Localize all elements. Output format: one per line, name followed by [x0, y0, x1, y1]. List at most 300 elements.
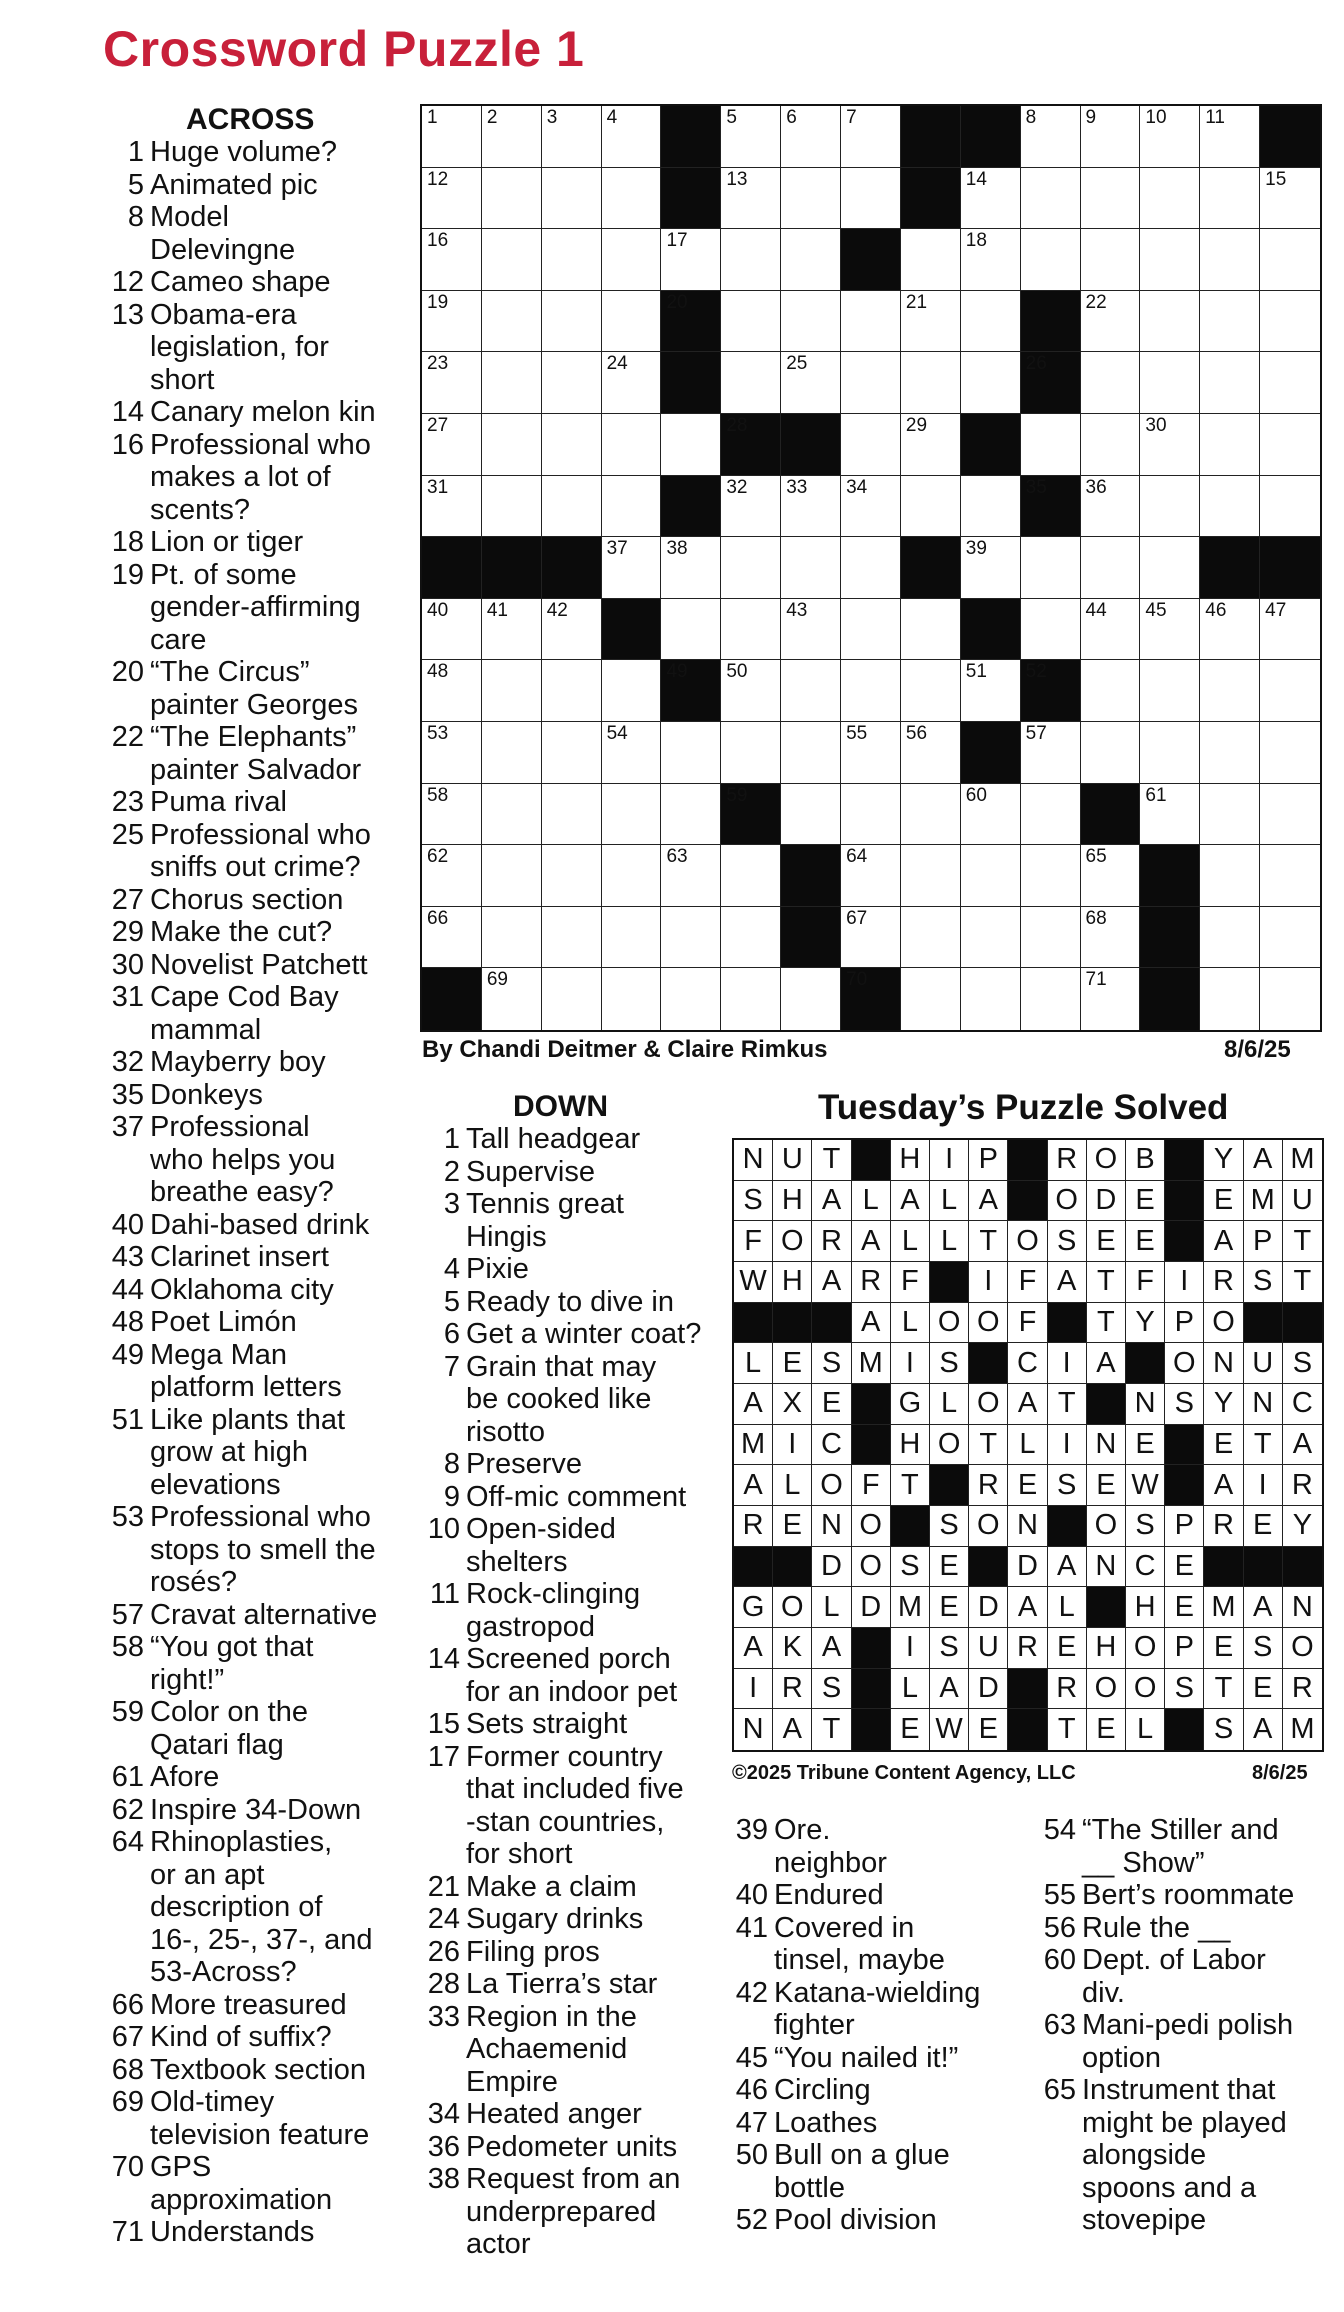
solution-letter: S	[1048, 1465, 1087, 1506]
cell-number: 46	[1205, 599, 1227, 621]
clue-number: 65	[1043, 2074, 1076, 2106]
crossword-grid[interactable]	[420, 104, 1322, 1032]
grid-cell[interactable]	[841, 537, 901, 599]
grid-cell[interactable]	[901, 968, 961, 1030]
grid-cell[interactable]	[841, 722, 901, 784]
grid-cell[interactable]	[721, 476, 781, 538]
grid-cell[interactable]	[781, 968, 841, 1030]
grid-cell[interactable]	[1081, 229, 1141, 291]
grid-cell[interactable]	[1081, 907, 1141, 969]
grid-cell[interactable]	[422, 722, 482, 784]
solution-letter: E	[1204, 1425, 1243, 1466]
grid-cell[interactable]	[901, 845, 961, 907]
grid-cell[interactable]	[661, 968, 721, 1030]
grid-cell[interactable]	[781, 784, 841, 846]
grid-cell[interactable]	[1081, 168, 1141, 230]
grid-cell[interactable]	[1260, 845, 1320, 907]
grid-cell[interactable]	[781, 476, 841, 538]
grid-cell[interactable]	[661, 414, 721, 476]
grid-cell[interactable]	[482, 168, 542, 230]
grid-cell[interactable]	[901, 229, 961, 291]
grid-cell[interactable]	[602, 229, 662, 291]
grid-cell[interactable]	[542, 414, 602, 476]
clue-text-line: gastropod	[466, 1610, 595, 1643]
solution-letter: H	[1087, 1628, 1126, 1669]
cell-number: 24	[606, 353, 628, 375]
grid-cell[interactable]	[661, 784, 721, 846]
grid-cell[interactable]	[422, 106, 482, 168]
solution-letter: T	[1244, 1425, 1283, 1466]
cell-number: 7	[846, 107, 857, 128]
grid-cell[interactable]	[422, 476, 482, 538]
across-header: ACROSS	[186, 103, 315, 136]
grid-cell[interactable]	[841, 845, 901, 907]
clue-text-line: Heated anger	[466, 2098, 642, 2130]
grid-cell[interactable]	[542, 291, 602, 353]
grid-cell[interactable]	[961, 352, 1021, 414]
grid-cell[interactable]	[1081, 537, 1141, 599]
grid-cell[interactable]	[422, 784, 482, 846]
grid-cell[interactable]	[1021, 106, 1081, 168]
clue-item	[106, 1761, 406, 1794]
grid-cell[interactable]	[901, 722, 961, 784]
grid-cell[interactable]	[542, 106, 602, 168]
grid-cell[interactable]	[1140, 722, 1200, 784]
grid-cell[interactable]	[1140, 660, 1200, 722]
grid-cell[interactable]	[542, 168, 602, 230]
grid-cell[interactable]	[781, 660, 841, 722]
grid-cell[interactable]	[1260, 722, 1320, 784]
grid-cell[interactable]	[482, 229, 542, 291]
grid-cell[interactable]	[1200, 168, 1260, 230]
grid-cell[interactable]	[1021, 168, 1081, 230]
grid-cell[interactable]	[841, 414, 901, 476]
grid-cell[interactable]	[1140, 784, 1200, 846]
grid-cell[interactable]	[1140, 476, 1200, 538]
clue-text-line: shelters	[466, 1545, 568, 1578]
grid-cell[interactable]	[841, 476, 901, 538]
grid-cell[interactable]	[602, 291, 662, 353]
solution-letter: N	[1204, 1343, 1243, 1384]
grid-cell[interactable]	[1260, 599, 1320, 661]
clue-number: 61	[111, 1761, 144, 1793]
grid-cell[interactable]	[721, 599, 781, 661]
grid-cell[interactable]	[721, 968, 781, 1030]
grid-cell[interactable]	[1140, 352, 1200, 414]
solution-letter: T	[1048, 1384, 1087, 1425]
grid-cell[interactable]	[482, 845, 542, 907]
solution-letter: E	[1087, 1465, 1126, 1506]
grid-cell[interactable]	[1200, 845, 1260, 907]
copyright-notice: ©2025 Tribune Content Agency, LLC	[732, 1762, 1076, 1784]
grid-cell[interactable]	[602, 784, 662, 846]
grid-cell[interactable]	[781, 168, 841, 230]
solution-letter: A	[891, 1181, 930, 1222]
grid-cell[interactable]	[841, 352, 901, 414]
clue-item	[106, 299, 406, 397]
grid-cell[interactable]	[482, 599, 542, 661]
grid-cell[interactable]	[1140, 291, 1200, 353]
grid-cell[interactable]	[961, 537, 1021, 599]
solution-letter: N	[1087, 1547, 1126, 1588]
clue-item	[422, 1351, 722, 1449]
clue-text-line: description of	[150, 1891, 323, 1923]
black-square	[1021, 660, 1081, 722]
solution-letter: L	[773, 1465, 812, 1506]
clue-number: 29	[111, 916, 144, 948]
grid-cell[interactable]	[721, 845, 781, 907]
grid-cell[interactable]	[721, 537, 781, 599]
solution-letter: T	[1087, 1303, 1126, 1344]
grid-cell[interactable]	[841, 106, 901, 168]
clue-text-line: who helps you	[150, 1143, 336, 1176]
clue-text-line: Animated pic	[150, 168, 318, 201]
grid-cell[interactable]	[1200, 352, 1260, 414]
grid-cell[interactable]	[841, 784, 901, 846]
grid-cell[interactable]	[1260, 291, 1320, 353]
grid-cell[interactable]	[721, 106, 781, 168]
grid-cell[interactable]	[542, 660, 602, 722]
grid-cell[interactable]	[1260, 229, 1320, 291]
solution-letter: R	[969, 1465, 1008, 1506]
solution-letter: E	[969, 1709, 1008, 1750]
grid-cell[interactable]	[1260, 907, 1320, 969]
grid-cell[interactable]	[841, 599, 901, 661]
clue-item	[422, 1448, 722, 1481]
solution-letter: H	[891, 1140, 930, 1181]
cell-number: 9	[1085, 107, 1097, 128]
cell-number: 26	[1025, 353, 1047, 375]
grid-cell[interactable]	[482, 106, 542, 168]
grid-cell[interactable]	[542, 599, 602, 661]
solution-letter: H	[773, 1262, 812, 1303]
grid-cell[interactable]	[781, 537, 841, 599]
grid-cell[interactable]	[781, 352, 841, 414]
grid-cell[interactable]	[901, 599, 961, 661]
grid-cell[interactable]	[1081, 722, 1141, 784]
grid-cell[interactable]	[1200, 106, 1260, 168]
clue-item	[730, 1879, 1030, 1912]
grid-cell[interactable]	[602, 907, 662, 969]
grid-cell[interactable]	[1081, 352, 1141, 414]
grid-cell[interactable]	[781, 291, 841, 353]
grid-cell[interactable]	[542, 476, 602, 538]
solution-black-square	[734, 1303, 773, 1344]
clue-text-line: legislation, for	[150, 331, 329, 363]
grid-cell[interactable]	[602, 168, 662, 230]
black-square	[661, 106, 721, 168]
grid-cell[interactable]	[661, 599, 721, 661]
grid-cell[interactable]	[542, 784, 602, 846]
grid-cell[interactable]	[542, 968, 602, 1030]
grid-cell[interactable]	[1200, 229, 1260, 291]
grid-cell[interactable]	[961, 784, 1021, 846]
cell-number: 16	[427, 230, 449, 252]
grid-cell[interactable]	[482, 291, 542, 353]
clue-item	[422, 1156, 722, 1189]
grid-cell[interactable]	[1200, 291, 1260, 353]
solution-letter: U	[773, 1140, 812, 1181]
solution-black-square	[1165, 1221, 1204, 1262]
clue-text-line: Hingis	[466, 1220, 547, 1253]
grid-cell[interactable]	[422, 599, 482, 661]
grid-cell[interactable]	[901, 660, 961, 722]
grid-cell[interactable]	[1140, 414, 1200, 476]
grid-cell[interactable]	[1021, 414, 1081, 476]
clue-text-line: makes a lot of	[150, 461, 331, 493]
grid-cell[interactable]	[721, 352, 781, 414]
clue-number: 66	[111, 1988, 144, 2021]
grid-cell[interactable]	[901, 907, 961, 969]
solution-black-square	[1165, 1181, 1204, 1222]
grid-cell[interactable]	[1200, 414, 1260, 476]
grid-cell[interactable]	[781, 722, 841, 784]
solution-letter: S	[1283, 1343, 1322, 1384]
grid-cell[interactable]	[1260, 968, 1320, 1030]
grid-cell[interactable]	[542, 352, 602, 414]
grid-cell[interactable]	[422, 660, 482, 722]
grid-cell[interactable]	[602, 537, 662, 599]
grid-cell[interactable]	[781, 106, 841, 168]
grid-cell[interactable]	[721, 907, 781, 969]
grid-cell[interactable]	[482, 352, 542, 414]
grid-cell[interactable]	[422, 291, 482, 353]
grid-cell[interactable]	[602, 352, 662, 414]
solution-letter: W	[930, 1709, 969, 1750]
grid-cell[interactable]	[1140, 599, 1200, 661]
grid-cell[interactable]	[482, 476, 542, 538]
grid-cell[interactable]	[1021, 845, 1081, 907]
clue-number: 45	[735, 2041, 768, 2074]
grid-cell[interactable]	[482, 722, 542, 784]
cell-number: 27	[427, 414, 449, 436]
grid-cell[interactable]	[1200, 722, 1260, 784]
grid-cell[interactable]	[1081, 476, 1141, 538]
grid-cell[interactable]	[1021, 968, 1081, 1030]
grid-cell[interactable]	[1021, 229, 1081, 291]
grid-cell[interactable]	[901, 476, 961, 538]
grid-cell[interactable]	[482, 968, 542, 1030]
grid-cell[interactable]	[422, 845, 482, 907]
solution-letter: S	[734, 1181, 773, 1222]
solution-letter: A	[1048, 1262, 1087, 1303]
clue-number: 36	[427, 2130, 460, 2163]
solution-letter: S	[930, 1628, 969, 1669]
cell-number: 17	[666, 230, 688, 252]
clue-item	[730, 1814, 1030, 1879]
grid-cell[interactable]	[542, 845, 602, 907]
clue-number: 27	[111, 883, 144, 916]
grid-cell[interactable]	[482, 660, 542, 722]
grid-cell[interactable]	[482, 784, 542, 846]
solution-letter: E	[1165, 1587, 1204, 1628]
grid-cell[interactable]	[1081, 968, 1141, 1030]
grid-cell[interactable]	[1260, 168, 1320, 230]
grid-cell[interactable]	[661, 845, 721, 907]
grid-cell[interactable]	[1140, 106, 1200, 168]
grid-cell[interactable]	[901, 291, 961, 353]
grid-cell[interactable]	[661, 722, 721, 784]
grid-cell[interactable]	[961, 845, 1021, 907]
grid-cell[interactable]	[1081, 660, 1141, 722]
solution-black-square	[852, 1140, 891, 1181]
grid-cell[interactable]	[961, 291, 1021, 353]
grid-cell[interactable]	[961, 476, 1021, 538]
solution-letter: P	[1165, 1506, 1204, 1547]
grid-cell[interactable]	[602, 476, 662, 538]
grid-cell[interactable]	[841, 907, 901, 969]
grid-cell[interactable]	[1081, 845, 1141, 907]
clue-text-line: Tall headgear	[466, 1123, 641, 1155]
grid-cell[interactable]	[422, 907, 482, 969]
grid-cell[interactable]	[721, 229, 781, 291]
grid-cell[interactable]	[961, 168, 1021, 230]
solution-letter: I	[1244, 1465, 1283, 1506]
black-square	[961, 106, 1021, 168]
grid-cell[interactable]	[422, 229, 482, 291]
grid-cell[interactable]	[602, 845, 662, 907]
cell-number: 12	[427, 168, 449, 190]
grid-cell[interactable]	[721, 660, 781, 722]
solution-black-square	[1283, 1547, 1322, 1588]
grid-cell[interactable]	[1200, 476, 1260, 538]
grid-cell[interactable]	[542, 229, 602, 291]
black-square	[1260, 106, 1320, 168]
grid-cell[interactable]	[1140, 229, 1200, 291]
grid-cell[interactable]	[422, 168, 482, 230]
grid-cell[interactable]	[422, 414, 482, 476]
clue-number: 46	[735, 2074, 768, 2106]
solution-letter: N	[734, 1140, 773, 1181]
solution-letter: O	[812, 1465, 851, 1506]
grid-cell[interactable]	[602, 968, 662, 1030]
black-square	[961, 599, 1021, 661]
byline: By Chandi Deitmer & Claire Rimkus	[422, 1036, 828, 1063]
cell-number: 47	[1265, 599, 1287, 621]
grid-cell[interactable]	[1021, 784, 1081, 846]
grid-cell[interactable]	[661, 907, 721, 969]
clue-text-line: option	[1082, 2041, 1162, 2074]
grid-cell[interactable]	[961, 229, 1021, 291]
grid-cell[interactable]	[1021, 537, 1081, 599]
solution-black-square	[1087, 1587, 1126, 1628]
grid-cell[interactable]	[661, 229, 721, 291]
grid-cell[interactable]	[961, 660, 1021, 722]
cell-number: 56	[905, 722, 928, 744]
black-square	[1140, 907, 1200, 969]
clue-number: 57	[111, 1598, 144, 1631]
grid-cell[interactable]	[602, 414, 662, 476]
grid-cell[interactable]	[542, 722, 602, 784]
solution-letter: O	[1126, 1628, 1165, 1669]
solution-letter: Y	[1204, 1384, 1243, 1425]
grid-cell[interactable]	[841, 660, 901, 722]
grid-cell[interactable]	[1260, 784, 1320, 846]
grid-cell[interactable]	[1200, 784, 1260, 846]
cell-number: 64	[846, 846, 868, 868]
grid-cell[interactable]	[1200, 599, 1260, 661]
grid-cell[interactable]	[602, 106, 662, 168]
solution-letter: L	[891, 1221, 930, 1262]
grid-cell[interactable]	[841, 168, 901, 230]
grid-cell[interactable]	[661, 537, 721, 599]
grid-cell[interactable]	[1260, 414, 1320, 476]
clue-text-line: Professional	[150, 1111, 310, 1143]
solution-letter: O	[773, 1221, 812, 1262]
solution-black-square	[1087, 1384, 1126, 1425]
solution-black-square	[1008, 1669, 1047, 1710]
grid-cell[interactable]	[1021, 907, 1081, 969]
grid-cell[interactable]	[1081, 414, 1141, 476]
solution-letter: R	[812, 1221, 851, 1262]
solution-black-square	[773, 1303, 812, 1344]
grid-cell[interactable]	[1140, 537, 1200, 599]
grid-cell[interactable]	[602, 722, 662, 784]
grid-cell[interactable]	[781, 599, 841, 661]
solution-letter: I	[969, 1262, 1008, 1303]
clue-text-line: tinsel, maybe	[774, 1944, 945, 1976]
grid-cell[interactable]	[542, 907, 602, 969]
grid-cell[interactable]	[961, 907, 1021, 969]
grid-cell[interactable]	[841, 291, 901, 353]
grid-cell[interactable]	[721, 291, 781, 353]
grid-cell[interactable]	[901, 352, 961, 414]
grid-cell[interactable]	[1081, 106, 1141, 168]
solution-letter: L	[930, 1384, 969, 1425]
grid-cell[interactable]	[1081, 291, 1141, 353]
clue-number: 32	[111, 1046, 144, 1078]
grid-cell[interactable]	[1200, 660, 1260, 722]
grid-cell[interactable]	[1260, 660, 1320, 722]
grid-cell[interactable]	[961, 968, 1021, 1030]
black-square	[961, 414, 1021, 476]
clue-text-line: actor	[466, 2228, 531, 2260]
solution-letter: E	[1244, 1506, 1283, 1547]
grid-cell[interactable]	[482, 907, 542, 969]
clue-text-line: Understands	[150, 2216, 315, 2248]
cell-number: 23	[427, 353, 449, 375]
solution-letter: S	[891, 1547, 930, 1588]
grid-cell[interactable]	[1200, 968, 1260, 1030]
clue-number: 55	[1043, 1879, 1076, 1911]
clue-text-line: 53-Across?	[150, 1956, 297, 1988]
grid-cell[interactable]	[1140, 168, 1200, 230]
grid-cell[interactable]	[1260, 476, 1320, 538]
grid-cell[interactable]	[602, 660, 662, 722]
clue-text-line: Qatari flag	[150, 1728, 284, 1761]
grid-cell[interactable]	[482, 414, 542, 476]
grid-cell[interactable]	[721, 168, 781, 230]
grid-cell[interactable]	[901, 414, 961, 476]
clue-text-line: elevations	[150, 1468, 281, 1501]
grid-cell[interactable]	[781, 229, 841, 291]
clue-text-line: gender-affirming	[150, 591, 361, 623]
grid-cell[interactable]	[1200, 907, 1260, 969]
grid-cell[interactable]	[1021, 722, 1081, 784]
grid-cell[interactable]	[422, 352, 482, 414]
cell-number: 28	[726, 414, 748, 436]
cell-number: 19	[427, 291, 449, 313]
cell-number: 6	[786, 107, 797, 128]
clue-text-line: Afore	[150, 1761, 220, 1793]
grid-cell[interactable]	[1021, 599, 1081, 661]
grid-cell[interactable]	[721, 722, 781, 784]
grid-cell[interactable]	[1260, 352, 1320, 414]
grid-cell[interactable]	[1081, 599, 1141, 661]
grid-cell[interactable]	[901, 784, 961, 846]
solution-black-square	[1204, 1547, 1243, 1588]
clue-item	[106, 2216, 406, 2249]
